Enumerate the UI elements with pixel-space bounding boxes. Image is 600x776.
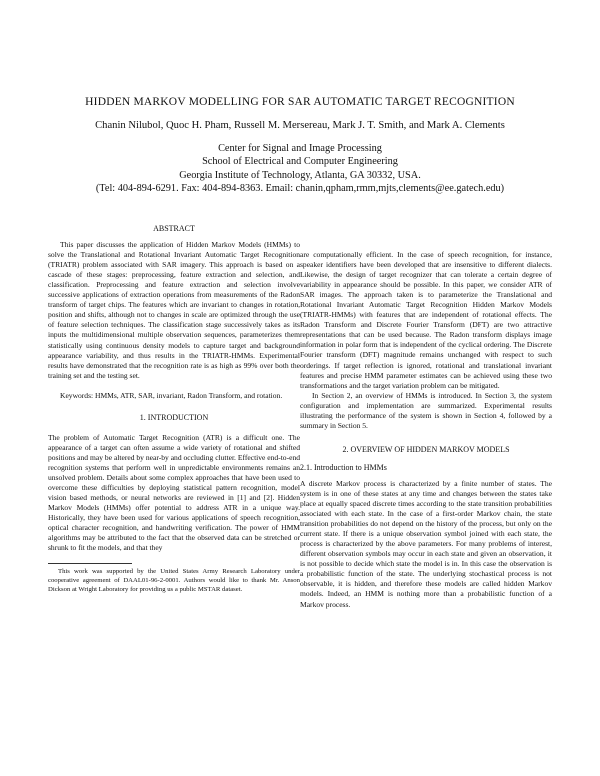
- right-column: [300, 250, 552, 610]
- footnote: This work was supported by the United States Army Research Laboratory under cooperative agreement of DAAL01-96-2-0001. Authors would like to thank Mr. Anson Dickson at Wright Laboratory for providing us a public MSTAR dataset.: [48, 568, 300, 593]
- affiliation-block: [0, 142, 600, 196]
- affiliation-line: School of Electrical and Computer Engineering: [202, 156, 398, 168]
- introduction-continued-paragraph: are computationally efficient. In the case of speech recognition, for instance, speaker identifiers have been developed that are insensitive to different dialects. Likewise, the design of target recognizer that can tolerate a certain degree of variability in appearance should be possible. In this paper, we consider ATR of SAR images. The approach taken is to parameterize the Translational and Rotational Invariant Automatic Target Recognition Hidden Markov Models (TRIATR-HMMs) with features that are independent of rotational effects. The Radon Transform and Discrete Fourier Transform (DFT) are two attractive representations that can be used because. The Radon transform displays image information in polar form that is independent of the cyclical ordering. The Discrete Fourier transform (DFT) magnitude remains unchanged with respect to such orderings. If target reflection is ignored, rotational and translational invariant features and precise HMM parameter estimates can be achieved using these two transformations and the target variation problem can be mitigated.: [300, 250, 552, 390]
- paper-title: HIDDEN MARKOV MODELLING FOR SAR AUTOMATIC TARGET RECOGNITION: [85, 96, 515, 108]
- affiliation-line: Georgia Institute of Technology, Atlanta, GA 30332, USA.: [179, 169, 421, 181]
- keywords: Keywords: HMMs, ATR, SAR, invariant, Radon Transform, and rotation.: [60, 390, 283, 400]
- affiliation-line: Center for Signal and Image Processing: [218, 143, 382, 154]
- hmm-intro-paragraph: A discrete Markov process is characterized by a finite number of states. The system is in one of these states at any time and changes between the states take place at equally spaced discrete times according to the state transition probabilities associated with each state. In the case of a first-order Markov chain, the state transition probabilities do not depend on the history of the process, but only on the current state. If there is a unique observation symbol joined with each state, the process is characterized by the above parameters. For many problems of interest, different observation symbols may occur in each state and given an observation, it is not possible to decide which state the model is in. In this case the observation is a probabilistic function of the state. The underlying stochastical process is not observable, it is hidden, and therefore these models are called hidden Markov models. Indeed, an HMM is nothing more than a probabilistic function of a Markov process.: [300, 478, 552, 609]
- left-column: [48, 224, 300, 594]
- abstract-body: This paper discusses the application of Hidden Markov Models (HMMs) to solve the Translational and Rotational Invariant Automatic Target Recognition (TRIATR) problem associated with SAR imagery. This approach is based on a cascade of these stages: preprocessing, feature extraction and selection, and classification. Preprocessing and feature extraction and selection involve successive applications of extraction operations from measurements of the Radon transform of target chips. The features which are invariant to changes in rotation, position and shifts, although not to changes in scale are optimized through the use of feature selection techniques. The classification stage successively takes as its inputs the multidimensional multiple observation sequences, parameterizes them statistically using continuous density models to capture target and background appearance variability, and thus results in the TRIATR-HMMs. Experimental results have demonstrated that the recognition rate is as high as 99% over both the training set and the testing set.: [48, 240, 300, 380]
- footnote-divider: [48, 563, 132, 564]
- introduction-heading: 1. INTRODUCTION: [139, 412, 209, 422]
- contact-line: (Tel: 404-894-6291. Fax: 404-894-8363. Email: chanin,qpham,rmm,mjts,clements@ee.gatech.edu): [95, 183, 505, 195]
- author-list: Chanin Nilubol, Quoc H. Pham, Russell M. Mersereau, Mark J. T. Smith, and Mark A. Clements: [95, 120, 505, 131]
- section2-heading: 2. OVERVIEW OF HIDDEN MARKOV MODELS: [342, 444, 510, 454]
- introduction-paragraph: The problem of Automatic Target Recognition (ATR) is a difficult one. The appearance of a target can often assume a wide variety of rotational and shifted positions and may be altered by near-by and occluding clutter. Effective end-to-end recognition systems that perform well in unpredictable environments remains an unsolved problem. Details about some complex approaches that have been used to overcome these difficulties by deploying statistical pattern recognition, model vision based methods, or neural networks are reviewed in [1] and [2]. Hidden Markov Models (HMMs) offer potential to address ATR in a unique way. Historically, they have been used for various applications of speech recognition, optical character recognition, and handwriting verification. The power of HMM algorithms may be attributed to the fact that the observed data can be stretched or shrunk to fit the models, and that they: [48, 432, 300, 553]
- abstract-heading: ABSTRACT: [153, 224, 195, 233]
- subsection-heading: 2.1. Introduction to HMMs: [300, 462, 387, 472]
- section-outline-paragraph: In Section 2, an overview of HMMs is introduced. In Section 3, the system configuration and implementation are summarized. Experimental results illustrating the performance of the system is shown in Section 4, followed by a summary in Section 5.: [300, 390, 552, 430]
